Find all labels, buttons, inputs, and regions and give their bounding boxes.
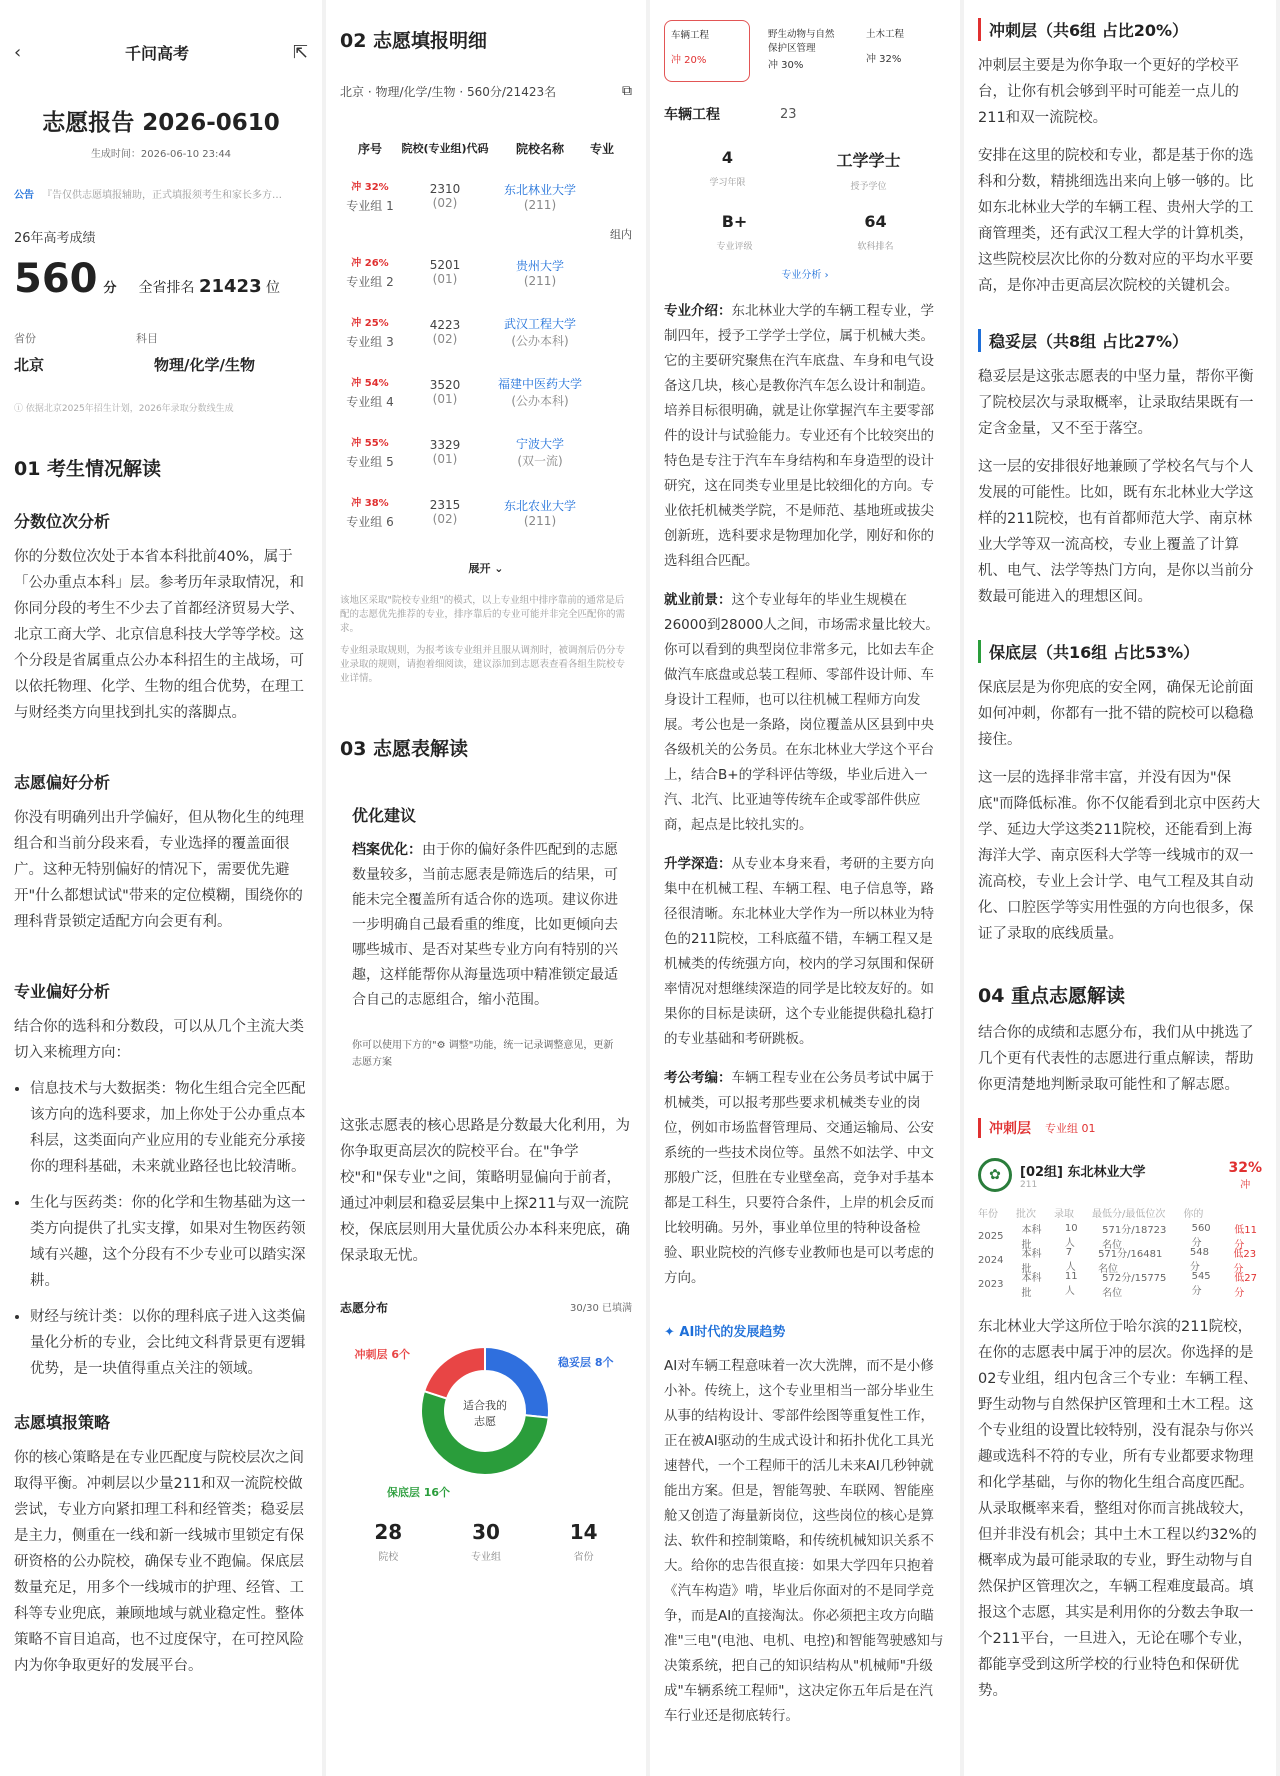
school-name: 武汉工程大学	[503, 317, 576, 331]
cell: 本科批	[1021, 1249, 1042, 1275]
preference-text: 你没有明确列出升学偏好，但从物化生的纯理组合和当前分段来看，专业选择的覆盖面很广。这种无特别偏好的情况下，需要优先避开"什么都想试试"带来的定位模糊，围绕你的理科背景锁定适配方向会更有利。	[14, 810, 304, 930]
stat-value: 14	[569, 1520, 598, 1544]
group-code: (01)	[432, 452, 458, 466]
score-unit: 分	[103, 281, 117, 296]
school-name: 贵州大学	[515, 258, 564, 273]
donut-slice-1[interactable]	[424, 1347, 485, 1399]
cell: 2023	[978, 1278, 1004, 1290]
intro-label: 专业介绍：	[664, 303, 732, 319]
tab-pct: 冲 20%	[671, 55, 707, 66]
cell: 545分	[1191, 1271, 1211, 1297]
school-tag: (211)	[523, 197, 557, 212]
major-detail-column	[650, 0, 960, 1776]
table-row[interactable]	[340, 242, 632, 302]
school-name: 东北农业大学	[503, 498, 576, 513]
tab-pct: 冲 30%	[768, 60, 804, 71]
admit-tier: 冲	[1240, 1179, 1251, 1191]
group-code: (01)	[432, 392, 458, 406]
col-header: 专业	[590, 141, 615, 156]
notice-text: 『告仅供志愿填报辅助，正式填报须考生和家长多方…	[42, 190, 282, 201]
admit-probability: 32%	[1228, 1159, 1262, 1176]
distribution-label: 志愿分布	[340, 1301, 389, 1315]
university-logo-icon: ✿	[978, 1158, 1012, 1192]
university-analysis-text: 东北林业大学这所位于哈尔滨的211院校，在你的志愿表中属于冲的层次。你选择的是02专业组，组内包含三个专业：车辆工程、野生动物与自然保护区管理和土木工程。这个专业组的设置比较特别，没有混杂与你兴趣或选科不符的专业，所有专业都要求物理和化学基础，与你的物化生组合高度匹配。从录取概率来看，整组对你而言挑战较大，但并非没有机会；其中土木工程以约32%的概率成为最可能录取的专业，野生动物与自然保护区管理次之，车辆工程难度最高。填报这个志愿，其实是利用你的分数去争取一个211平台，一旦进入，无论在哪个专业，都能享受到这所学校的行业特色和保研优势。	[978, 1319, 1258, 1699]
cell: 572分/15775名位	[1102, 1273, 1167, 1299]
cell: 571分/16481名位	[1098, 1249, 1163, 1275]
group-label: 专业组 1	[346, 199, 394, 213]
rank-analysis-heading: 分数位次分析	[14, 512, 111, 531]
slice-label-safe: 稳妥层 8个	[558, 1356, 614, 1369]
rank-analysis-text: 你的分数位次处于本省本科批前40%，属于「公办重点本科」层。参考历年录取情况，和你同分段的考生不少去了首都经济贸易大学、北京工商大学、北京信息科技大学等学校。这个分段是省属重点公办本科招生的主战场，可以依托物理、化学、生物的组合优势，在理工与财经类方向里找到扎实的落脚点。	[14, 549, 304, 721]
table-row[interactable]	[340, 302, 632, 362]
safe-text-2: 这一层的安排很好地兼顾了学校名气与个人发展的可能性。比如，既有东北林业大学这样的211院校，也有首都师范大学、南京林业大学等双一流高校，专业上覆盖了计算机、电气、法学等热门方向，是你以当前分数最可能进入的理想区间。	[978, 459, 1254, 605]
school-code: 3329	[429, 438, 461, 452]
job-label: 就业前景：	[664, 592, 732, 608]
province-value: 北京	[14, 356, 45, 374]
report-summary-column	[0, 0, 322, 1776]
tab-label: 野生动物与自然保护区管理	[768, 29, 835, 54]
stat-label: 省份	[573, 1552, 594, 1563]
back-arrow-icon[interactable]: ‹	[14, 41, 22, 63]
major-direction-list	[14, 1076, 308, 1382]
gap-cell: 低11分	[1234, 1225, 1257, 1251]
school-code: 2310	[429, 182, 461, 196]
subject-value: 物理/化学/生物	[154, 356, 255, 374]
table-row[interactable]	[340, 482, 632, 542]
major-code: 23	[780, 106, 797, 122]
section-title-01: 01 考生情况解读	[14, 458, 162, 480]
tab-label: 车辆工程	[671, 30, 710, 41]
ai-trend-text: AI对车辆工程意味着一次大洗牌，而不是小修小补。传统上，这个专业里相当一部分毕业生从事的结构设计、零部件绘图等重复性工作，正在被AI驱动的生成式设计和拓扑优化工具光速替代，一个工程师干的活儿未来AI几秒钟就能出方案。但是，智能驾驶、车联网、智能座舱又创造了海量新岗位，这些岗位的核心是算法、软件和控制策略，和传统机械知识关系不大。给你的忠告很直接：如果大学四年只抱着《汽车构造》啃，毕业后你面对的不是同学竞争，而是AI的直接淘汰。你必须把主攻方向瞄准"三电"(电池、电机、电控)和智能驾驶感知与决策系统，把自己的知识结构从"机械师"升级成"车辆系统工程师"，这决定你五年后是在汽车行业还是彻底转行。	[664, 1358, 944, 1724]
group-code: (02)	[432, 196, 458, 210]
cell: 2025	[978, 1230, 1004, 1242]
major-name: 车辆工程	[664, 107, 720, 123]
copy-icon[interactable]: ⧉	[622, 83, 632, 99]
analysis-link[interactable]: 专业分析 ›	[781, 270, 829, 281]
grad-text: 从专业本身来看，考研的主要方向集中在机械工程、车辆工程、电子信息等，路径很清晰。东北林业大学作为一所以林业为特色的211院校，工科底蕴不错，车辆工程又是机械类的传统强方向，校内的学习氛围和保研率情况对想继续深造的同学是比较友好的。如果你的目标是读研，这个专业能提供稳扎稳打的专业基础和考研跳板。	[664, 856, 934, 1047]
data-source-note: ⓘ 依据北京2025年招生计划，2026年录取分数线生成	[14, 404, 234, 414]
probability-badge: 冲 54%	[351, 378, 389, 389]
kv-value: B+	[721, 212, 748, 231]
strategy-text: 你的核心策略是在专业匹配度与院校层次之间取得平衡。冲刺层以少量211和双一流院校做尝试，专业方向紧扣理工科和经管类；稳妥层是主力，侧重在一线和新一线城市里锁定有保研资格的公办院校，确保专业不跑偏。保底层数量充足，用多个一线城市的护理、经管、工科等专业兜底，兼顾地域与就业稳定性。整体策略不盲目追高，也不过度保守，在可控风险内为你争取更好的发展平台。	[14, 1450, 304, 1674]
university-tag: 211	[1020, 1179, 1038, 1190]
ai-trend-title: ✦ AI时代的发展趋势	[664, 1325, 786, 1340]
major-preference-text: 结合你的选科和分数段，可以从几个主流大类切入来梳理方向：	[14, 1019, 304, 1061]
kv-value: 工学学士	[836, 151, 901, 170]
core-idea-text: 这张志愿表的核心思路是分数最大化利用，为你争取更高层次的院校平台。在"争学校"和"保专业"之间，策略明显偏向于前者，通过冲刺层和稳妥层集中上探211与双一流院校，保底层则用大量优质公办本科来兜底，确保录取无忧。	[340, 1118, 630, 1264]
table-row	[978, 1271, 1262, 1299]
table-note: 专业组录取规则，为报考该专业组并且服从调剂时，被调剂后仍分专业录取的规则，请抱着细阅读，建议添加到志愿表查看各组生院校专业详情。	[340, 645, 626, 684]
table-row[interactable]	[340, 166, 632, 226]
donut-chart	[340, 1316, 630, 1506]
group-code: (01)	[432, 272, 458, 286]
optimize-card	[340, 791, 632, 1083]
section-title-04: 04 重点志愿解读	[978, 985, 1126, 1007]
table-note: 该地区采取"院校专业组"的模式，以上专业组中排序靠前的通常是后配的志愿优先推荐的专业，排序靠后的专业可能并非完全匹配你的需求。	[340, 595, 626, 634]
intro-text: 东北林业大学的车辆工程专业，学制四年，授予工学学士学位，属于机械大类。它的主要研究聚焦在汽车底盘、车身和电气设备这几块，核心是教你汽车怎么设计和制造。培养目标很明确，就是让你掌握汽车主要零部件的设计与试验能力。专业还有个比较突出的特色是专注于汽车车身结构和车身造型的设计研究，这在同类专业里是比较细化的方向。专业依托机械类学院，不是师范、基地班或拔尖创新班，选科要求是物理加化学，刚好和你的选科组合匹配。	[664, 303, 934, 569]
score-label: 26年高考成绩	[14, 231, 96, 246]
cell: 560分	[1191, 1223, 1211, 1249]
col-header: 院校(专业组)代码	[401, 142, 489, 155]
school-name: 福建中医药大学	[497, 377, 582, 391]
civil-text: 车辆工程专业在公务员考试中属于机械类，可以报考那些要求机械类专业的岗位，例如市场监督管理局、交通运输局、公安系统的一些技术岗位等。虽然不如法学、中文那般广泛，但胜在专业壁垒高，竞争对手基本都是工科生，只要符合条件，上岸的机会反而比较明确。另外，事业单位里的特种设备检验、职业院校的汽修专业教师也是可以考虑的方向。	[664, 1070, 934, 1286]
school-code: 5201	[429, 258, 461, 272]
notice-tag: 公告	[14, 190, 34, 201]
cell: 7人	[1065, 1247, 1076, 1273]
application-detail-column	[326, 0, 646, 1776]
rank-label: 全省排名	[138, 280, 195, 296]
rush-text-2: 安排在这里的院校和专业，都是基于你的选科和分数，精挑细选出来向上够一够的。比如东北林业大学的车辆工程、贵州大学的工商管理类，还有武汉工程大学的计算机类，这些院校层次比你的分数对应的平均水平要高，是你冲击更高层次院校的关键机会。	[978, 148, 1254, 294]
donut-center-label: 志愿	[474, 1415, 496, 1428]
major-tabs	[664, 20, 946, 82]
tab-pct: 冲 32%	[866, 54, 902, 65]
distribution-count: 30/30 已填满	[570, 1303, 632, 1314]
stats-row	[340, 1520, 632, 1563]
cell: 本科批	[1021, 1273, 1042, 1299]
group-label: 专业组 4	[346, 395, 394, 409]
school-code: 3520	[429, 378, 461, 392]
cell: 10人	[1064, 1223, 1078, 1249]
volunteer-table	[340, 166, 632, 542]
major-kv	[664, 212, 946, 252]
stat-label: 院校	[378, 1552, 399, 1563]
group-label: 专业组 3	[346, 335, 394, 349]
score-value: 560	[14, 256, 98, 302]
tab-major[interactable]	[860, 20, 946, 82]
kv-label: 学习年限	[709, 178, 746, 188]
subject-label: 科目	[136, 332, 158, 345]
kv-label: 授予学位	[850, 182, 887, 192]
side-label: 组内	[610, 228, 632, 241]
university-card[interactable]	[978, 1158, 1262, 1192]
university-name: [02组] 东北林业大学	[1020, 1164, 1146, 1180]
group-label: 专业组 5	[346, 455, 394, 469]
kv-label: 软科排名	[857, 242, 894, 252]
gap-cell: 低27分	[1234, 1273, 1257, 1299]
rush-text-1: 冲刺层主要是为你争取一个更好的学校平台，让你有机会够到平时可能差一点儿的211和双一流院校。	[978, 58, 1239, 126]
table-row[interactable]	[340, 422, 632, 482]
list-item: • 信息技术与大数据类：物化生组合完全匹配该方向的选科要求，加上你处于公办重点本科层，这类面向产业应用的专业能充分承接你的理科基础，未来就业路径也比较清晰。	[30, 1076, 308, 1180]
section-title-02: 02 志愿填报明细	[340, 30, 488, 52]
school-code: 4223	[429, 318, 461, 332]
col-header: 批次	[1016, 1208, 1036, 1220]
safe-tier-heading: 稳妥层（共8组 占比27%）	[978, 329, 1262, 352]
preference-heading: 志愿偏好分析	[14, 773, 111, 792]
key-intro-text: 结合你的成绩和志愿分布，我们从中挑选了几个更有代表性的志愿进行重点解读，帮助你更清楚地判断录取可能性和了解志愿。	[978, 1025, 1254, 1093]
school-tag: (公办本科)	[511, 334, 569, 348]
distribution-header	[340, 1299, 632, 1316]
adjust-tip: 你可以使用下方的"⚙ 调整"功能，统一记录调整意见，更新志愿方案	[352, 1040, 614, 1068]
strategy-heading: 志愿填报策略	[14, 1413, 111, 1432]
kv-value: 4	[721, 148, 734, 167]
school-tag: (211)	[523, 273, 557, 288]
tab-major[interactable]	[664, 20, 750, 82]
donut-center-label: 适合我的	[463, 1399, 507, 1412]
col-header: 你的	[1183, 1208, 1204, 1220]
table-header	[340, 130, 632, 166]
kv-label: 专业评级	[716, 242, 753, 252]
grad-label: 升学深造：	[664, 856, 732, 872]
cell: 11人	[1064, 1271, 1078, 1297]
tier-analysis-column	[964, 0, 1276, 1776]
kv-value: 64	[864, 212, 887, 231]
rank-value: 21423	[198, 276, 262, 297]
slice-label-rush: 冲刺层 6个	[354, 1348, 410, 1361]
school-code: 2315	[429, 498, 461, 512]
school-name: 宁波大学	[515, 437, 564, 451]
stat-label: 专业组	[470, 1552, 501, 1563]
tier-tag: 冲刺层	[978, 1118, 1031, 1138]
base-text-2: 这一层的选择非常丰富，并没有因为"保底"而降低标准。你不仅能看到北京中医药大学、延边大学这类211院校，还能看到上海海洋大学、南京医科大学等一线城市的双一流高校，专业上会计学、电气工程及其自动化、口腔医学等实用性强的方向也很多，保证了录取的底线质量。	[978, 770, 1261, 942]
major-kv	[664, 148, 946, 192]
probability-badge: 冲 26%	[351, 258, 389, 269]
base-tier-heading: 保底层（共16组 占比53%）	[978, 640, 1262, 663]
province-label: 省份	[14, 332, 36, 345]
cell: 本科批	[1021, 1225, 1042, 1251]
safe-text-1: 稳妥层是这张志愿表的中坚力量，帮你平衡了院校层次与录取概率，让录取结果既有一定含金量，又不至于落空。	[978, 369, 1254, 437]
generated-time: 生成时间：2026-06-10 23:44	[90, 149, 232, 160]
optimize-label: 档案优化：	[352, 842, 422, 858]
probability-badge: 冲 38%	[351, 498, 389, 509]
notice-bar[interactable]	[14, 186, 308, 201]
group-code: (02)	[432, 512, 458, 526]
group-label: 专业组 6	[346, 515, 394, 529]
tab-major[interactable]	[762, 20, 848, 82]
col-header: 最低分/最低位次	[1092, 1208, 1166, 1220]
col-header: 年份	[978, 1208, 998, 1220]
probability-badge: 冲 25%	[351, 318, 389, 329]
table-row[interactable]	[340, 362, 632, 422]
school-tag: (双一流)	[517, 454, 563, 468]
col-header: 院校名称	[515, 141, 564, 156]
history-table	[978, 1200, 1262, 1299]
slice-label-base: 保底层 16个	[386, 1486, 450, 1499]
report-title: 志愿报告 2026-0610	[42, 110, 280, 136]
group-tag: 专业组 01	[1045, 1122, 1096, 1135]
app-title: 千问高考	[125, 43, 190, 63]
probability-badge: 冲 55%	[351, 438, 389, 449]
cell: 2024	[978, 1254, 1004, 1266]
major-preference-heading: 专业偏好分析	[14, 982, 111, 1001]
rush-tier-heading: 冲刺层（共6组 占比20%）	[978, 18, 1262, 41]
school-tag: (211)	[523, 513, 557, 528]
distribution-chart	[340, 1316, 632, 1506]
civil-label: 考公考编：	[664, 1070, 732, 1086]
gap-cell: 低23分	[1233, 1249, 1257, 1275]
stat-value: 30	[472, 1520, 500, 1544]
share-icon[interactable]: ⇱	[292, 41, 308, 63]
school-name: 东北林业大学	[503, 182, 576, 197]
school-tag: (公办本科)	[511, 394, 569, 408]
group-label: 专业组 2	[346, 275, 394, 289]
optimize-text: 由于你的偏好条件匹配到的志愿数量较多，当前志愿表是筛选后的结果，可能未完全覆盖所有适合你的选项。建议你进一步明确自己最看重的维度，比如更倾向去哪些城市、是否对某些专业方向有特别的兴趣，这样能帮你从海量选项中精准锁定最适合自己的志愿组合，缩小范围。	[352, 842, 618, 1008]
section-title-03: 03 志愿表解读	[340, 738, 469, 760]
col-header: 序号	[357, 141, 382, 156]
cell: 571分/18723名位	[1102, 1225, 1167, 1251]
base-text-1: 保底层是为你兜底的安全网，确保无论前面如何冲刺，你都有一批不错的院校可以稳稳接住。	[978, 680, 1254, 748]
list-item: • 财经与统计类：以你的理科底子进入这类偏量化分析的专业，会比纯文科背景更有逻辑优势，是一块值得重点关注的领域。	[30, 1304, 308, 1382]
list-item: • 生化与医药类：你的化学和生物基础为这一类方向提供了扎实支撑，如果对生物医药领域有兴趣，这个分段有不少专业可以踏实深耕。	[30, 1190, 308, 1294]
optimize-heading: 优化建议	[352, 806, 417, 825]
stat-value: 28	[374, 1520, 403, 1544]
probability-badge: 冲 32%	[351, 182, 389, 193]
col-header: 录取	[1054, 1208, 1074, 1220]
tab-label: 土木工程	[866, 29, 905, 40]
job-text: 这个专业每年的毕业生规模在26000到28000人之间，市场需求量比较大。你可以看到的典型岗位非常多元，比如去车企做汽车底盘或总装工程师、零部件设计师、车身设计工程师，也可以往机械工程师方向发展。考公也是一条路，岗位覆盖从区县到中央各级机关的公务员。在东北林业大学这个平台上，结合B+的学科评估等级，毕业后进入一汽、北汽、比亚迪等传统车企或零部件供应商，起点是比较扎实的。	[664, 592, 939, 833]
filter-summary: 北京 · 物理/化学/生物 · 560分/21423名	[340, 85, 557, 99]
expand-button[interactable]: 展开 ⌄	[468, 562, 504, 575]
rank-unit: 位	[266, 280, 281, 296]
cell: 548分	[1189, 1247, 1209, 1273]
group-code: (02)	[432, 332, 458, 346]
